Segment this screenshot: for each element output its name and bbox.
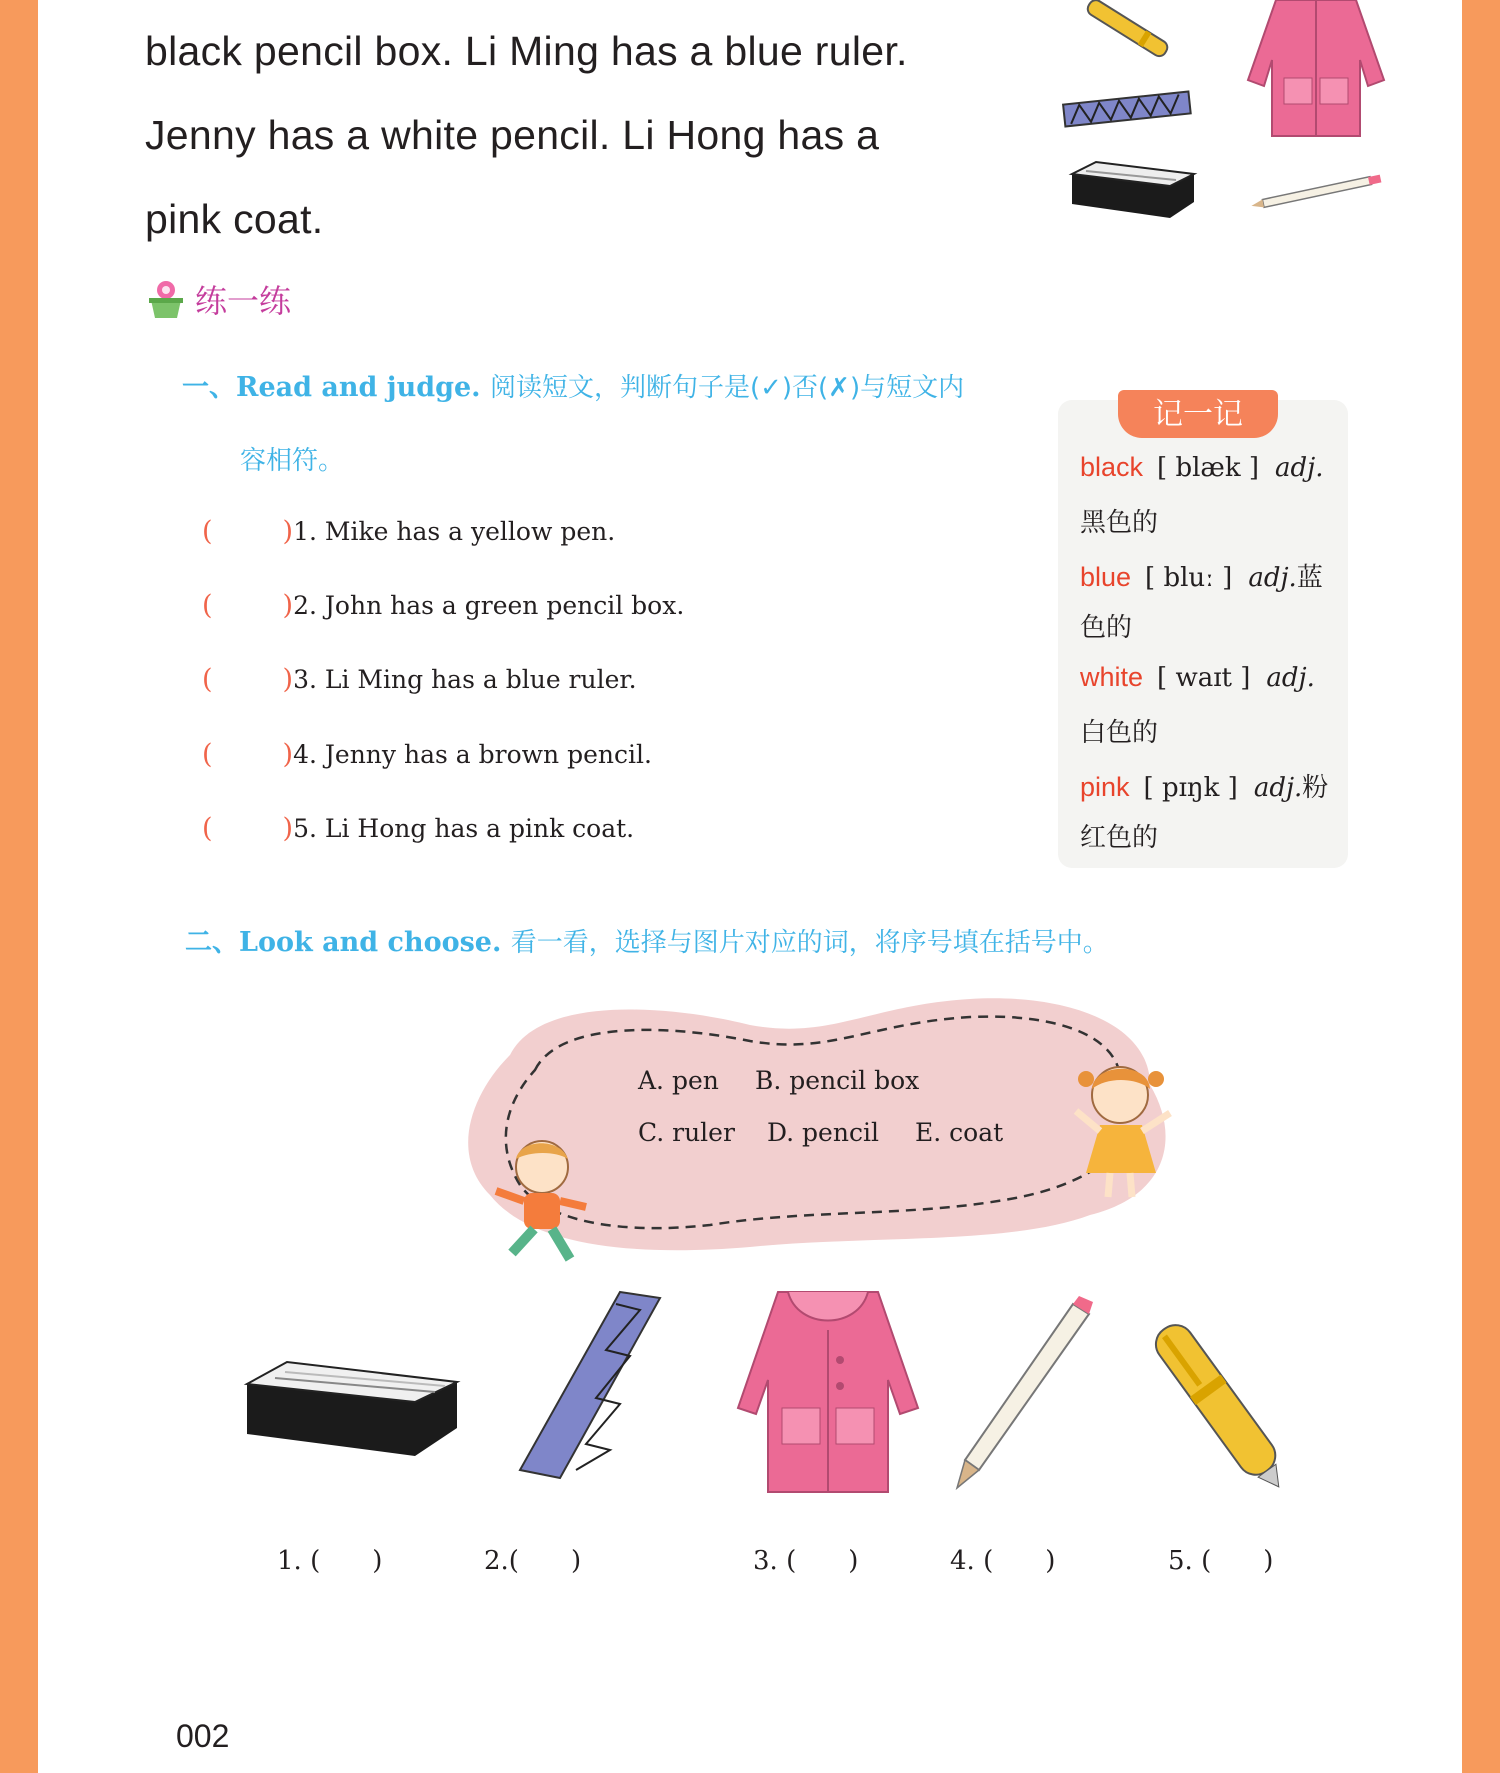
practice-title: 练一练 — [195, 282, 292, 320]
judge-item-text: 1. Mike has a yellow pen. — [293, 517, 616, 546]
section2-heading — [185, 920, 1109, 959]
vocab-pos: adj. — [1248, 563, 1297, 593]
pencil-box-illustration — [1066, 162, 1198, 220]
section1-instructions: 阅读短文，判断句子是(✓)否(✗)与短文内 — [489, 373, 965, 403]
vocab-phonetic: [ blæk ] — [1157, 453, 1259, 483]
option-e: E. coat — [915, 1118, 1004, 1147]
answer-slot-3[interactable]: 3. ( ) — [753, 1546, 859, 1576]
vocabulary-box-title: 记一记 — [1118, 390, 1278, 438]
judge-item-3: ( ) 3. Li Ming has a blue ruler. — [202, 664, 637, 695]
coat-illustration — [1236, 0, 1396, 140]
flower-pot-icon — [145, 278, 187, 320]
vocab-entry-pink — [1080, 767, 1328, 804]
option-d: D. pencil — [767, 1118, 879, 1147]
vocab-word: white — [1080, 662, 1144, 692]
ruler-picture — [520, 1290, 660, 1480]
vocab-entry-blue — [1080, 557, 1323, 594]
pen-illustration — [1082, 0, 1172, 58]
answer-slot-4[interactable]: 4. ( ) — [950, 1546, 1056, 1576]
vocab-word: pink — [1080, 772, 1130, 802]
page-number: 002 — [176, 1718, 230, 1754]
pencil-illustration — [1250, 172, 1385, 212]
section2-prefix: 二、 — [185, 927, 239, 958]
vocab-meaning: 色的 — [1080, 613, 1133, 643]
vocab-meaning: 红色的 — [1080, 823, 1159, 853]
vocab-word: blue — [1080, 562, 1132, 592]
judge-item-text: 4. Jenny has a brown pencil. — [293, 740, 652, 769]
section2-instructions: 看一看，选择与图片对应的词，将序号填在括号中。 — [510, 928, 1109, 958]
passage-line-1: black pencil box. Li Ming has a blue ruler. — [145, 28, 908, 74]
vocab-meaning-inline: 粉 — [1302, 773, 1329, 803]
option-b: B. pencil box — [755, 1066, 920, 1095]
vocab-pos: adj. — [1275, 453, 1324, 483]
section1-heading-cont — [240, 440, 344, 477]
section1-prefix: 一、 — [182, 372, 236, 403]
passage-line-3: pink coat. — [145, 196, 324, 242]
girl-illustration — [1070, 1055, 1180, 1205]
vocab-meaning-inline: 蓝 — [1296, 563, 1323, 593]
coat-picture — [728, 1290, 928, 1495]
ruler-illustration — [1062, 90, 1192, 130]
answer-slot-5[interactable]: 5. ( ) — [1168, 1546, 1274, 1576]
judge-item-text: 3. Li Ming has a blue ruler. — [293, 665, 637, 694]
vocab-entry-black — [1080, 452, 1323, 483]
passage-line-2: Jenny has a white pencil. Li Hong has a — [145, 112, 880, 158]
vocab-entry-white — [1080, 662, 1315, 693]
vocab-phonetic: [ waɪt ] — [1157, 663, 1251, 693]
pen-picture — [1152, 1310, 1292, 1505]
pencil-box-picture — [245, 1362, 460, 1457]
judge-item-text: 5. Li Hong has a pink coat. — [293, 814, 635, 843]
judge-item-text: 2. John has a green pencil box. — [293, 591, 685, 620]
judge-item-1: ( ) 1. Mike has a yellow pen. — [202, 516, 616, 547]
judge-item-4: ( ) 4. Jenny has a brown pencil. — [202, 739, 652, 770]
vocab-phonetic: [ pɪŋk ] — [1143, 773, 1238, 803]
judge-item-2: ( ) 2. John has a green pencil box. — [202, 590, 685, 621]
vocab-meaning: 白色的 — [1080, 718, 1159, 748]
pencil-picture — [955, 1300, 1095, 1490]
boy-illustration — [490, 1135, 590, 1270]
vocab-pos: adj. — [1266, 663, 1315, 693]
option-c: C. ruler — [638, 1118, 735, 1147]
section1-english: Read and judge. — [236, 372, 481, 403]
section1-instructions-cont: 容相符。 — [240, 446, 345, 476]
answer-slot-2[interactable]: 2.( ) — [484, 1546, 582, 1576]
option-a: A. pen — [638, 1066, 719, 1095]
vocab-pos: adj. — [1253, 773, 1303, 803]
vocab-meaning: 黑色的 — [1080, 508, 1159, 538]
vocab-phonetic: [ bluː ] — [1145, 563, 1233, 593]
vocab-word: black — [1080, 452, 1144, 482]
workbook-page — [38, 0, 1462, 1773]
judge-item-5: ( ) 5. Li Hong has a pink coat. — [202, 813, 635, 844]
practice-header — [145, 276, 291, 322]
answer-slot-1[interactable]: 1. ( ) — [277, 1546, 383, 1576]
section2-english: Look and choose. — [239, 927, 502, 958]
section1-heading — [182, 365, 964, 404]
